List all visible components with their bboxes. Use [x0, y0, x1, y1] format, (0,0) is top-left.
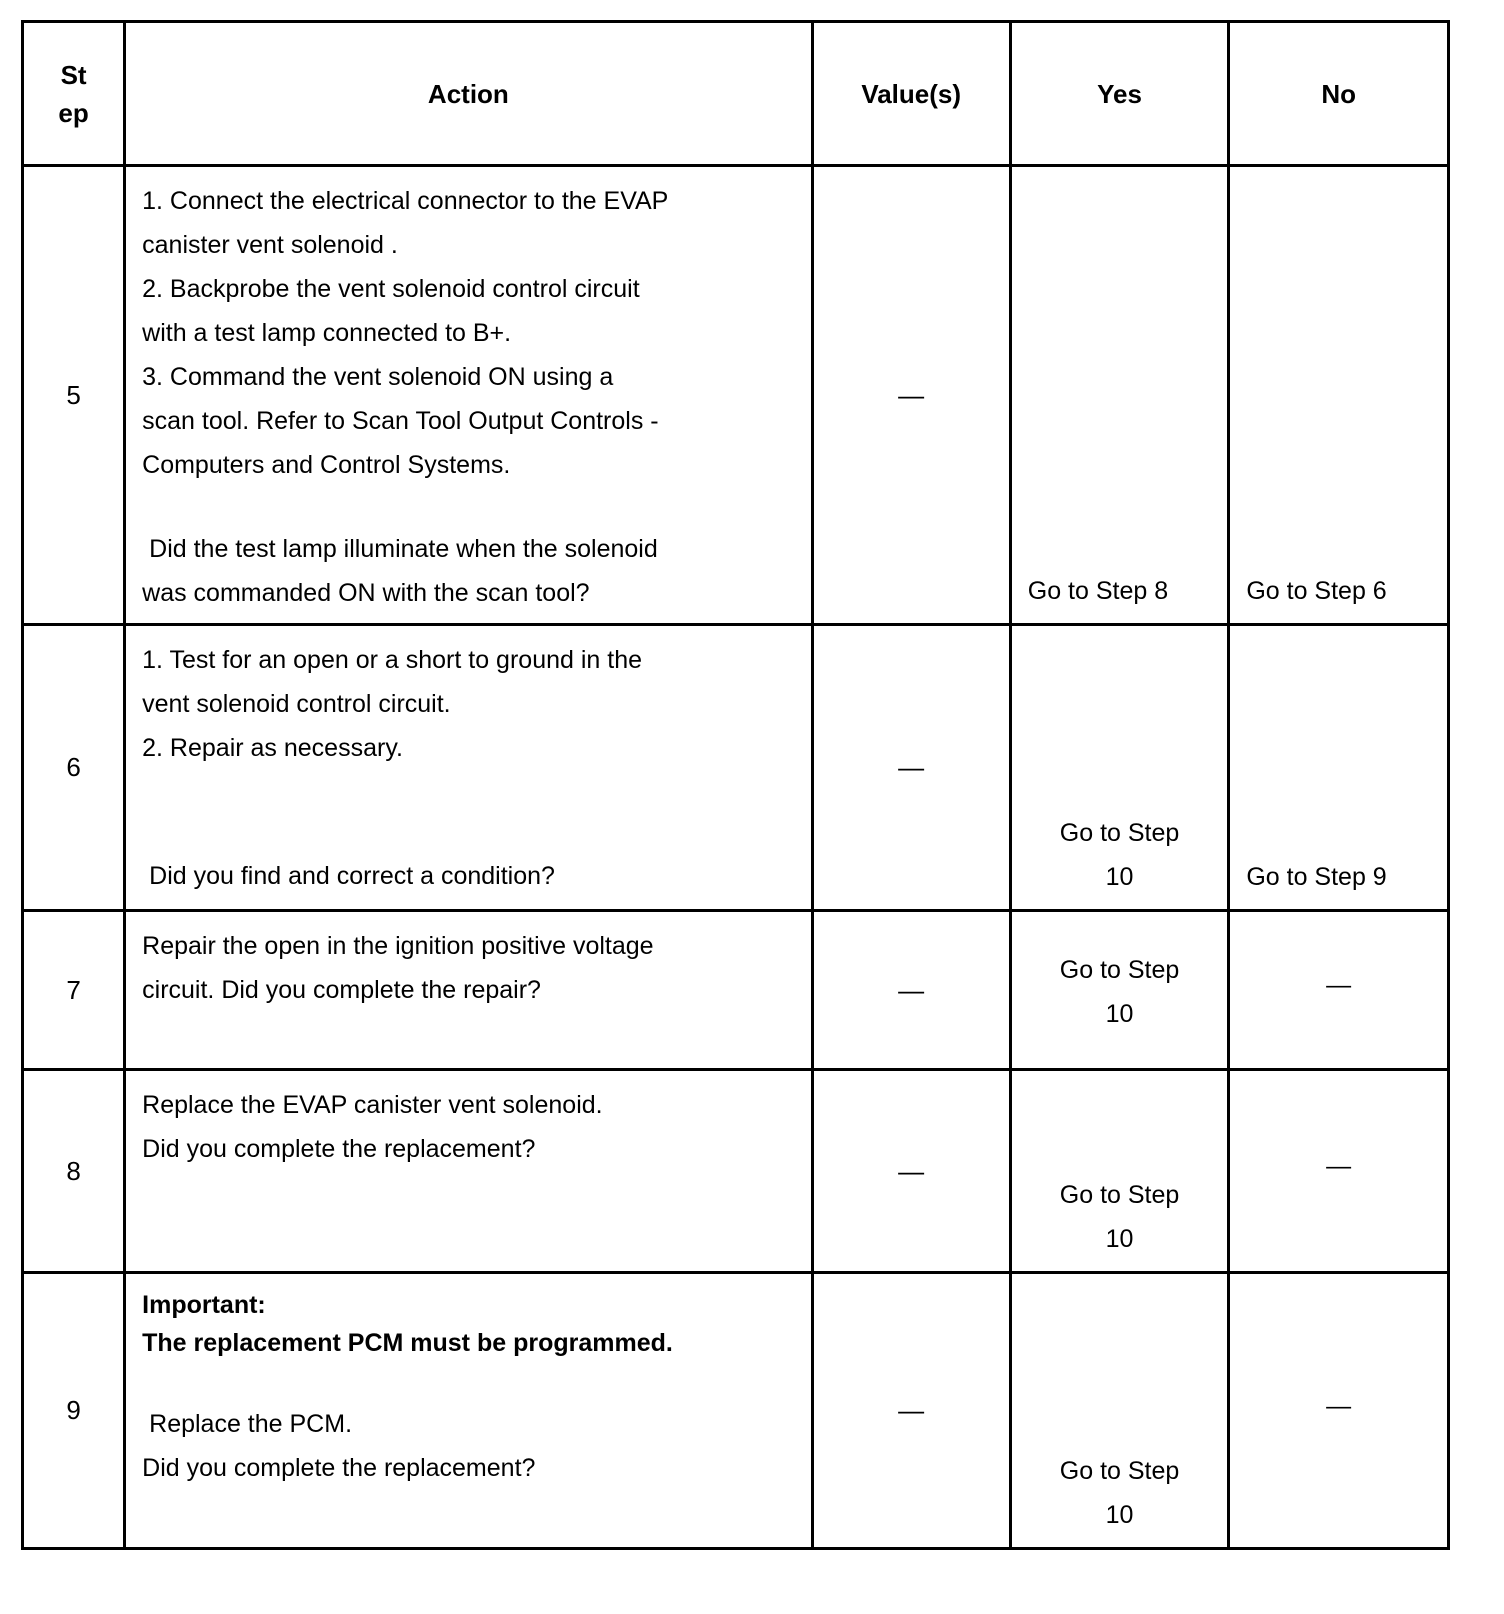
- header-yes: Yes: [1010, 22, 1229, 166]
- step-number: 9: [23, 1273, 125, 1549]
- action-cell: [125, 625, 812, 911]
- table-row-step-7: [23, 911, 1449, 1070]
- yes-cell: Go to Step 8: [1010, 166, 1229, 625]
- yes-line: 10: [1105, 1225, 1134, 1253]
- no-cell: Go to Step 6: [1229, 166, 1449, 625]
- action-cell: [125, 1273, 812, 1549]
- step-number: 8: [23, 1070, 125, 1273]
- action-cell: [125, 1070, 812, 1273]
- step-number: 6: [23, 625, 125, 911]
- action-question: Did the test lamp illuminate when the solenoid: [149, 535, 658, 563]
- header-row: [23, 22, 1449, 166]
- action-line: canister vent solenoid .: [142, 231, 398, 259]
- yes-line: Go to Step: [1059, 1181, 1180, 1209]
- action-line: Did you complete the replacement?: [142, 1454, 536, 1482]
- action-line: with a test lamp connected to B+.: [142, 319, 512, 347]
- value-cell: —: [812, 625, 1010, 911]
- yes-line: 10: [1105, 1501, 1134, 1529]
- table-row-step-8: [23, 1070, 1449, 1273]
- value-cell: —: [812, 1273, 1010, 1549]
- action-line: Repair the open in the ignition positive voltage: [142, 932, 654, 960]
- action-line: 2. Repair as necessary.: [142, 734, 403, 762]
- yes-cell: [1010, 911, 1229, 1070]
- table-row-step-9: [23, 1273, 1449, 1549]
- action-cell: [125, 166, 812, 625]
- yes-line: Go to Step: [1059, 1457, 1180, 1485]
- value-cell: —: [812, 911, 1010, 1070]
- value-cell: —: [812, 1070, 1010, 1273]
- action-line: vent solenoid control circuit.: [142, 690, 451, 718]
- step-number: 5: [23, 166, 125, 625]
- no-cell: —: [1229, 1273, 1449, 1549]
- yes-line: 10: [1105, 863, 1134, 891]
- action-line: Did you complete the replacement?: [142, 1135, 536, 1163]
- table-row-step-6: [23, 625, 1449, 911]
- action-question: was commanded ON with the scan tool?: [142, 579, 590, 607]
- action-line: circuit. Did you complete the repair?: [142, 976, 541, 1004]
- yes-cell: [1010, 1273, 1229, 1549]
- action-cell: [125, 911, 812, 1070]
- action-question: Did you find and correct a condition?: [149, 862, 555, 890]
- action-line: 1. Connect the electrical connector to the EVAP: [142, 187, 669, 215]
- header-no: No: [1229, 22, 1449, 166]
- action-line: 1. Test for an open or a short to ground in the: [142, 646, 643, 674]
- header-values: Value(s): [812, 22, 1010, 166]
- value-cell: —: [812, 166, 1010, 625]
- action-line: 3. Command the vent solenoid ON using a: [142, 363, 614, 391]
- yes-line: Go to Step: [1059, 956, 1180, 984]
- action-line: Replace the PCM.: [149, 1410, 353, 1438]
- action-line: Replace the EVAP canister vent solenoid.: [142, 1091, 603, 1119]
- action-line: scan tool. Refer to Scan Tool Output Controls -: [142, 407, 659, 435]
- header-action: Action: [125, 22, 812, 166]
- step-number: 7: [23, 911, 125, 1070]
- action-line: Computers and Control Systems.: [142, 451, 511, 479]
- important-text: The replacement PCM must be programmed.: [142, 1329, 673, 1357]
- table-row-step-5: [23, 166, 1449, 625]
- yes-line: Go to Step: [1059, 819, 1180, 847]
- action-line: 2. Backprobe the vent solenoid control circuit: [142, 275, 640, 303]
- no-cell: —: [1229, 1070, 1449, 1273]
- yes-cell: [1010, 1070, 1229, 1273]
- header-step: St ep: [23, 22, 125, 166]
- important-label: Important:: [142, 1291, 266, 1319]
- no-cell: Go to Step 9: [1229, 625, 1449, 911]
- no-cell: —: [1229, 911, 1449, 1070]
- diagnostic-table: [21, 20, 1450, 1550]
- yes-line: 10: [1105, 1000, 1134, 1028]
- yes-cell: [1010, 625, 1229, 911]
